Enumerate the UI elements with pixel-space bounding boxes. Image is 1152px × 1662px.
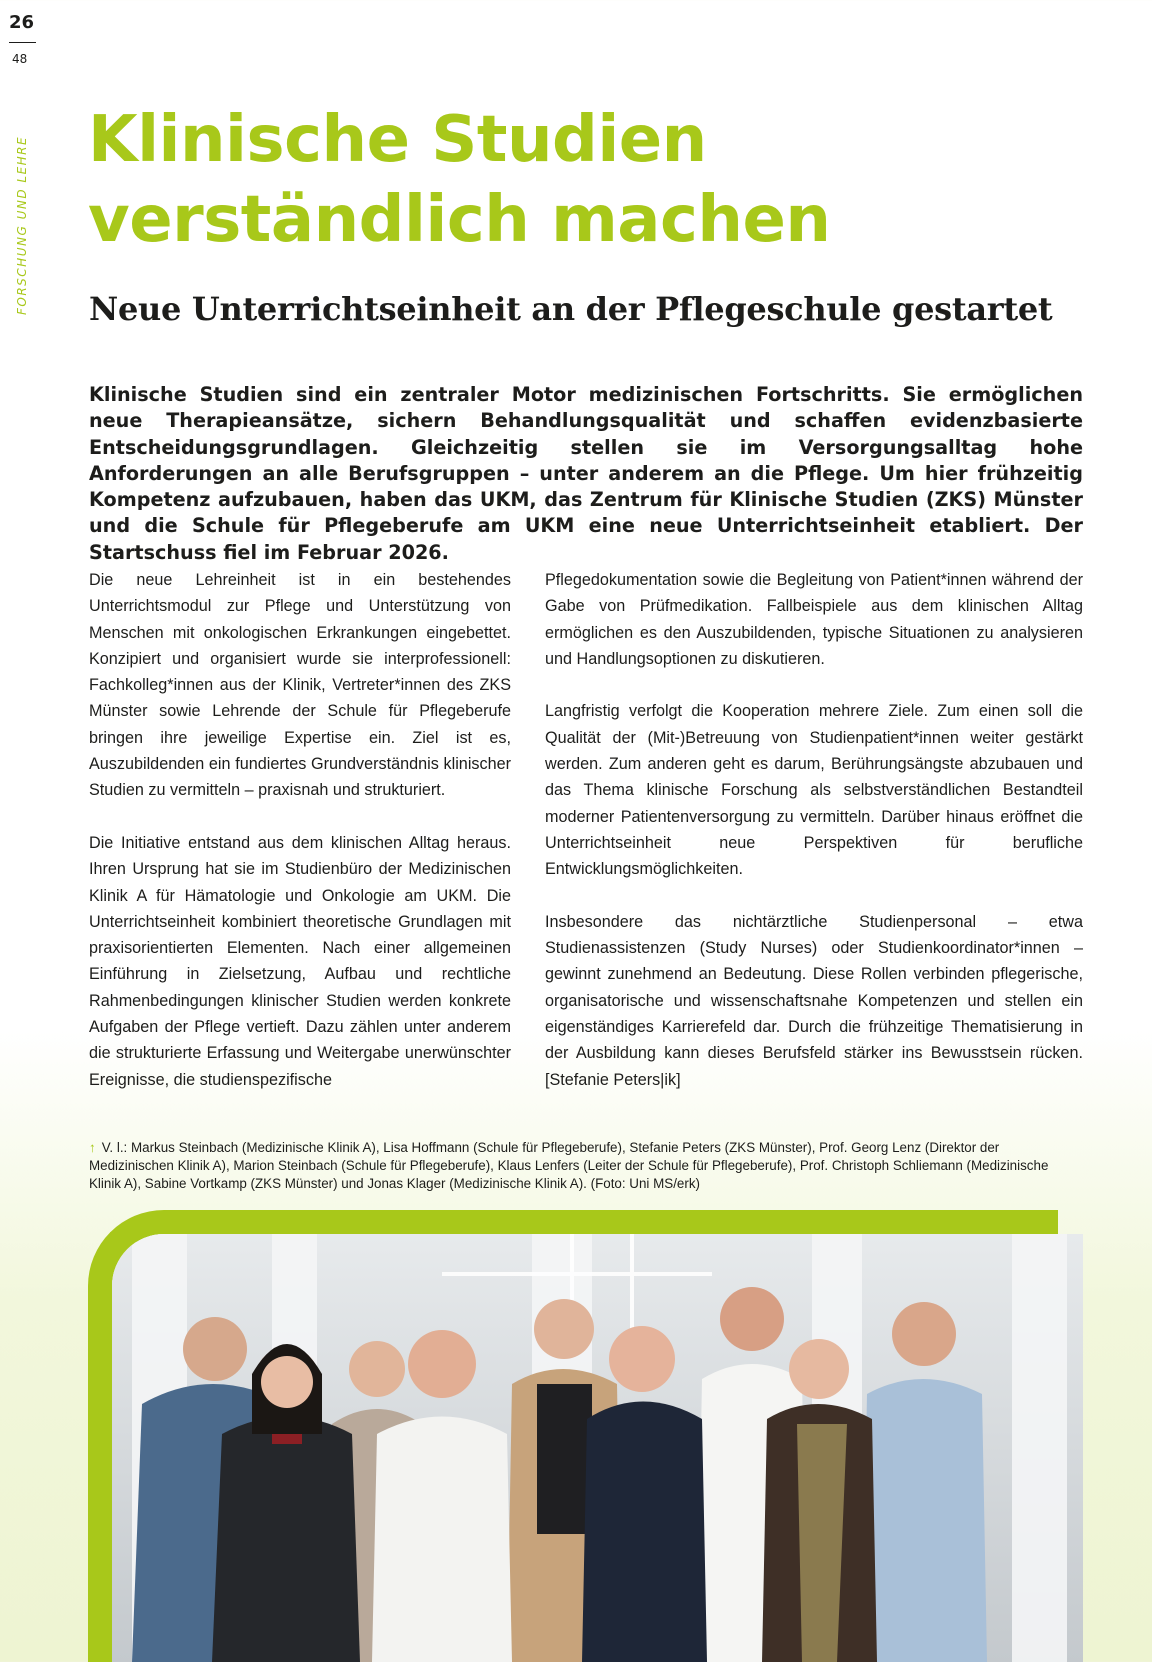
page-total: 48 bbox=[12, 52, 28, 66]
body-paragraph: Langfristig verfolgt die Kooperation mehrere Ziele. Zum einen soll die Qualität der (Mit-)Betreuung von Studienpatient*innen weiter gestärkt werden. Zum anderen geht es darum, Berührungsängste abzubauen und das Thema klinische Forschung als selbstverständlichen Bestandteil moderner Patientenversorgung zu vermitteln. Darüber hinaus eröffnet die Unterrichtseinheit neue Perspektiven für berufliche Entwicklungsmöglichkeiten. bbox=[545, 702, 1083, 879]
body-paragraph: Die neue Lehreinheit ist in ein bestehendes Unterrichtsmodul zur Pflege und Unterstützung von Menschen mit onkologischen Erkrankungen eingebettet. Konzipiert und organisiert wurde sie interprofessionell: Fachkolleg*innen aus der Klinik, Vertreter*innen des ZKS Münster sowie Lehrende der Schule für Pflegeberufe bringen ihre jeweilige Expertise ein. Ziel ist es, Auszubildenden ein fundiertes Grundverständnis klinischer Studien zu vermitteln – praxisnah und strukturiert. bbox=[89, 571, 511, 800]
article-title-line-2: verständlich machen bbox=[88, 183, 831, 257]
body-paragraph: Insbesondere das nichtärztliche Studienpersonal – etwa Studienassistenzen (Study Nurses) oder Studienkoordinator*innen – gewinnt zunehmend an Bedeutung. Diese Rollen verbinden pflegerische, organisatorische und wissenschaftsnahe Kompetenzen und stellen ein eigenständiges Karrierefeld dar. Durch die frühzeitige Thematisierung in der Ausbildung kann dieses Berufsfeld stärker ins Bewusstsein rücken. [Stefanie Peters|ik] bbox=[545, 912, 1083, 1089]
group-photo-illustration bbox=[112, 1234, 1083, 1662]
arrow-up-icon: ↑ bbox=[89, 1140, 96, 1155]
group-photo bbox=[112, 1234, 1083, 1662]
photo-caption-text: V. l.: Markus Steinbach (Medizinische Klinik A), Lisa Hoffmann (Schule für Pflegeberufe), Stefanie Peters (ZKS Münster), Prof. Georg Lenz (Direktor der Medizinischen Klinik A), Marion Steinbach (Schule für Pflegeberufe), Klaus Lenfers (Leiter der Schule für Pflegeberufe), Prof. Christoph Schliemann (Medizinische Klinik A), Sabine Vortkamp (ZKS Münster) und Jonas Klager (Medizinische Klinik A). (Foto: Uni MS/erk) bbox=[89, 1140, 1049, 1191]
body-paragraph: Pflegedokumentation sowie die Begleitung von Patient*innen während der Gabe von Prüfmedikation. Fallbeispiele aus dem klinischen Alltag ermöglichen es den Auszubildenden, typische Situationen zu analysieren und Handlungsoptionen zu diskutieren. bbox=[545, 571, 1083, 668]
body-column-left bbox=[89, 567, 511, 1093]
page-number: 26 bbox=[9, 12, 35, 33]
article-title-line-1: Klinische Studien bbox=[88, 103, 707, 177]
page-number-divider bbox=[9, 42, 36, 43]
article-lead: Klinische Studien sind ein zentraler Motor medizinischen Fortschritts. Sie ermöglichen neue Therapieansätze, sichern Behandlungsqualität und schaffen evidenzbasierte Entscheidungsgrundlagen. Gleichzeitig stellen sie im Versorgungsalltag hohe Anforderungen an alle Berufsgruppen – unter anderem an die Pflege. Um hier frühzeitig Kompetenz aufzubauen, haben das UKM, das Zentrum für Klinische Studien (ZKS) Münster und die Schule für Pflegeberufe am UKM eine neue Unterrichtseinheit etabliert. Der Startschuss fiel im Februar 2026. bbox=[89, 383, 1083, 564]
photo-caption bbox=[89, 1139, 1079, 1193]
article-subtitle: Neue Unterrichtseinheit an der Pflegeschule gestartet bbox=[89, 290, 1053, 328]
body-paragraph: Die Initiative entstand aus dem klinischen Alltag heraus. Ihren Ursprung hat sie im Studienbüro der Medizinischen Klinik A für Hämatologie und Onkologie am UKM. Die Unterrichtseinheit kombiniert theoretische Grundlagen mit praxisorientierten Elementen. Nach einer allgemeinen Einführung in Zielsetzung, Aufbau und rechtliche Rahmenbedingungen klinischer Studien werden konkrete Aufgaben der Pflege vertieft. Dazu zählen unter anderem die strukturierte Erfassung und Weitergabe unerwünschter Ereignisse, die studienspezifische bbox=[89, 833, 511, 1089]
body-column-right bbox=[545, 567, 1083, 1093]
section-label: FORSCHUNG UND LEHRE bbox=[15, 135, 29, 315]
article-title bbox=[88, 100, 1088, 260]
